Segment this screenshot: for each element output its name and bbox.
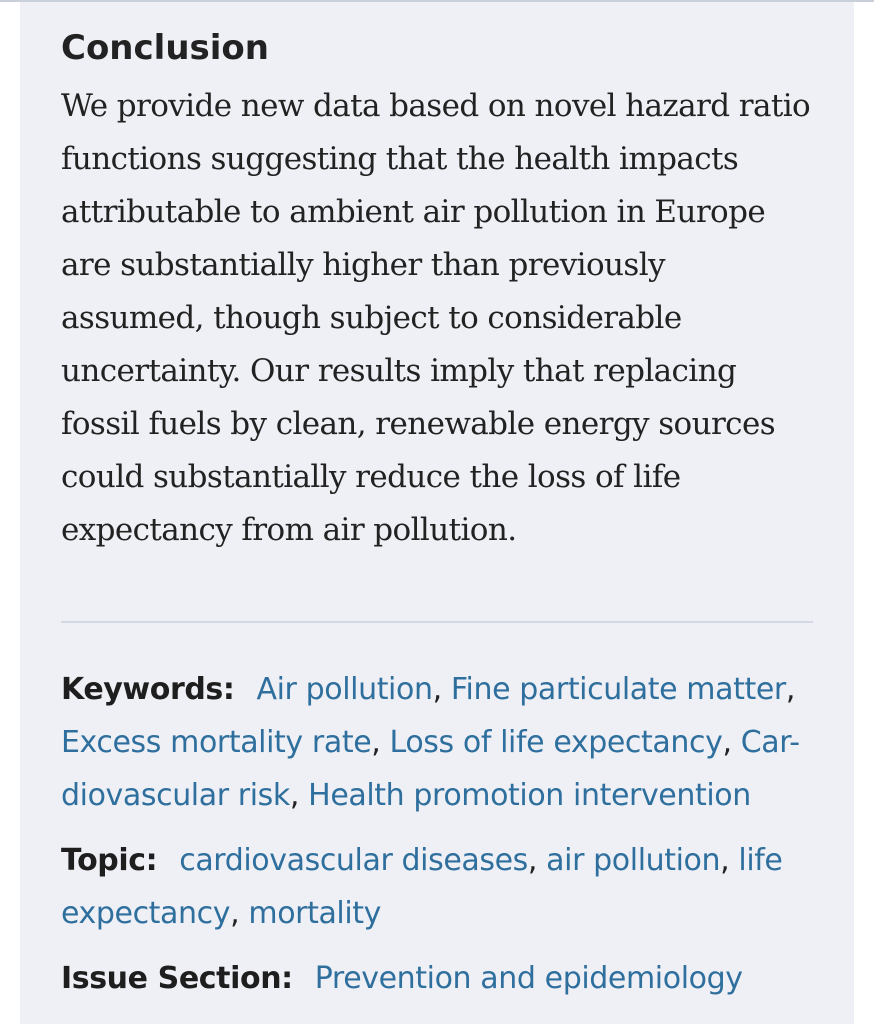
topic-link[interactable]: life expectancy — [61, 843, 783, 931]
issue-section — [61, 952, 812, 1005]
keyword-link[interactable]: Car-diovascular risk — [61, 725, 800, 813]
conclusion-heading: Conclusion — [61, 28, 269, 68]
keyword-link[interactable]: Loss of life expectancy — [389, 725, 723, 760]
keyword-link[interactable]: Air pollution — [256, 672, 433, 707]
issue-section-link[interactable]: Prevention and epidemiology — [314, 961, 743, 996]
keyword-link[interactable]: Excess mortality rate — [61, 725, 372, 760]
section-divider — [61, 621, 813, 623]
keywords-section: Keywords: Air pollution, Fine particulate matter, Excess mortality rate, Loss of life expectancy, Car-diovascular risk, Health promotion intervention — [61, 672, 800, 813]
keywords-label: Keywords: — [61, 672, 235, 707]
conclusion-text: We provide new data based on novel hazard ratio functions suggesting that the health impacts attributable to ambient air pollution in Europe are substantially higher than previously assumed, though subject to considerable uncertainty. Our results imply that replacing fossil fuels by clean, renewable energy sources could substantially reduce the loss of life expectancy from air pollution. — [61, 88, 811, 548]
keyword-link[interactable]: Fine particulate matter — [450, 672, 786, 707]
topic-label: Topic: — [61, 843, 158, 878]
topic-link[interactable]: mortality — [248, 896, 382, 931]
article-summary-panel — [20, 2, 854, 1024]
topic-section: Topic: cardiovascular diseases, air pollution, life expectancy, mortality — [61, 843, 783, 931]
topic-link[interactable]: cardiovascular diseases — [179, 843, 528, 878]
issue-section-label: Issue Section: — [61, 961, 293, 996]
topic-link[interactable]: air pollution — [546, 843, 721, 878]
keyword-link[interactable]: Health promotion intervention — [308, 778, 751, 813]
